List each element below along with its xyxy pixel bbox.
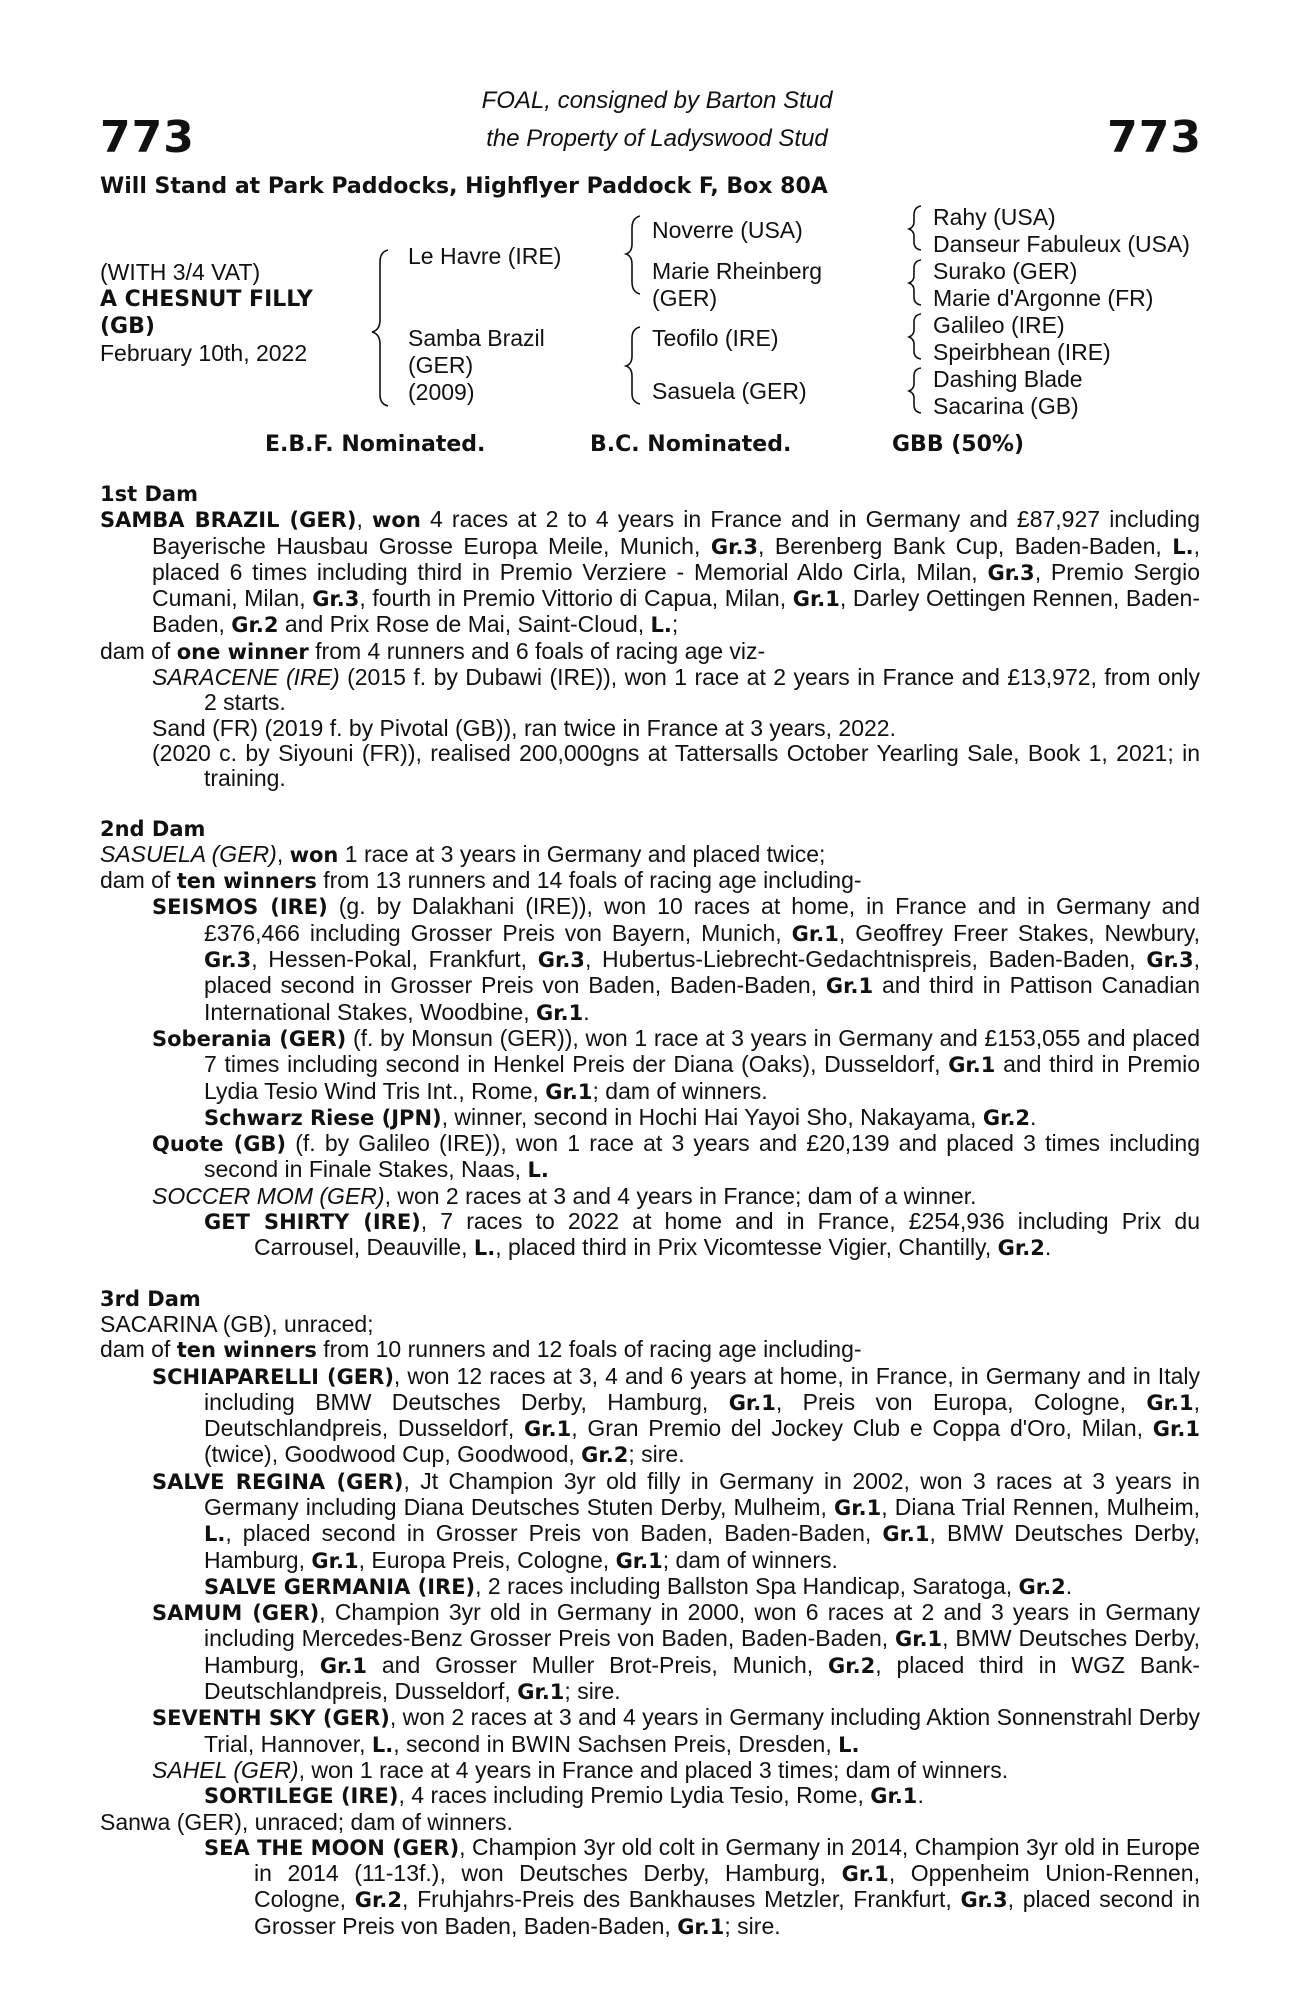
lot-number-right: 773: [1107, 112, 1202, 163]
first-dam-name: SAMBA BRAZIL (GER): [100, 508, 357, 533]
second-dam-name: SASUELA (GER): [100, 840, 277, 867]
won-word: won: [372, 508, 421, 533]
third-dam-produce-summary: dam of ten winners from 10 runners and 12 foals of racing age including-: [100, 1336, 862, 1363]
produce-quote: Quote (GB) (f. by Galileo (IRE)), won 1 race at 3 years and £20,139 and placed 3 times including second in Finale Stakes, Naas, L.: [152, 1130, 1200, 1183]
produce-samum: SAMUM (GER), Champion 3yr old in Germany in 2000, won 6 races at 2 and 3 years in Germany including Mercedes-Benz Grosser Preis von Baden, Baden-Baden, Gr.1, BMW Deutsches Derby, Hamburg, Gr.1 and Grosser Muller Brot-Preis, Munich, Gr.2, placed third in WGZ Bank-Deutschlandpreis, Dusseldorf, Gr.1; sire.: [152, 1599, 1201, 1705]
dam-dam: Sasuela (GER): [652, 378, 807, 404]
produce-sahel: SAHEL (GER), won 1 race at 4 years in France and placed 3 times; dam of winners.: [152, 1756, 1009, 1783]
produce-schiaparelli: SCHIAPARELLI (GER), won 12 races at 3, 4 and 6 years at home, in France, in Germany and in Italy including BMW Deutsches Derby, Hamburg, Gr.1, Preis von Europa, Cologne, Gr.1, Deutschlandpreis, Dusseldorf, Gr.1, Gran Premio del Jockey Club e Coppa d'Oro, Milan, Gr.1 (twice), Goodwood Cup, Goodwood, Gr.2; sire.: [152, 1362, 1200, 1468]
produce-soccer-mom: SOCCER MOM (GER), won 2 races at 3 and 4 years in France; dam of a winner.: [152, 1182, 977, 1209]
produce-salve-germania: SALVE GERMANIA (IRE), 2 races including Ballston Spa Handicap, Saratoga, Gr.2.: [204, 1572, 1073, 1599]
dam-country: (GER): [408, 352, 474, 378]
produce-sea-the-moon: SEA THE MOON (GER), Champion 3yr old colt in Germany in 2014, Champion 3yr old in Europe in 2014 (11-13f.), won Deutsches Derby, Hamburg, Gr.1, Oppenheim Union-Rennen, Cologne, Gr.2, Fruhjahrs-Preis des Bankhauses Metzler, Frankfurt, Gr.3, placed second in Grosser Preis von Baden, Baden-Baden, Gr.1; sire.: [204, 1833, 1200, 1939]
dam-name: Samba Brazil: [408, 325, 545, 351]
brace-g3: [909, 314, 921, 359]
ebf-nomination: E.B.F. Nominated.: [265, 432, 486, 457]
gbb-rating: GBB (50%): [892, 432, 1025, 457]
second-dam-record: SASUELA (GER), won 1 race at 3 years in Germany and placed twice;: [100, 840, 826, 867]
sire: Le Havre (IRE): [408, 243, 562, 269]
produce-schwarz-riese: Schwarz Riese (JPN), winner, second in Hochi Hai Yayoi Sho, Nakayama, Gr.2.: [204, 1103, 1037, 1130]
ancestor-1: Rahy (USA): [933, 204, 1056, 230]
produce-soberania: Soberania (GER) (f. by Monsun (GER)), won 1 race at 3 years in Germany and £153,055 and placed 7 times including second in Henkel Preis der Diana (Oaks), Dusseldorf, Gr.1 and third in Premio Lydia Tesio Wind Tris Int., Rome, Gr.1; dam of winners.: [152, 1024, 1201, 1104]
brace-dam: [626, 327, 640, 404]
first-dam-record: SAMBA BRAZIL (GER), won 4 races at 2 to 4 years in France and in Germany and £87,927 including Bayerische Hausbau Grosse Europa Meile, Munich, Gr.3, Berenberg Bank Cup, Baden-Baden, L., placed 6 times including third in Premio Verziere - Memorial Aldo Cirla, Milan, Gr.3, Premio Sergio Cumani, Milan, Gr.3, fourth in Premio Vittorio di Capua, Milan, Gr.1, Darley Oettingen Rennen, Baden-Baden, Gr.2 and Prix Rose de Mai, Saint-Cloud, L.;: [100, 506, 1200, 638]
produce-saracene: SARACENE (IRE) (2015 f. by Dubawi (IRE)), won 1 race at 2 years in France and £13,972, from only 2 starts.: [152, 664, 1200, 716]
third-dam-heading: 3rd Dam: [100, 1286, 201, 1311]
ancestor-7: Dashing Blade: [933, 366, 1083, 392]
foaling-date: February 10th, 2022: [100, 340, 308, 366]
first-dam-produce-summary: dam of one winner from 4 runners and 6 foals of racing age viz-: [100, 637, 766, 664]
brace-sire: [626, 216, 640, 294]
ancestor-5: Galileo (IRE): [933, 312, 1065, 338]
race-record: [100, 482, 1200, 1940]
third-dam-record: SACARINA (GB), unraced;: [100, 1310, 374, 1337]
second-dam-produce-summary: dam of ten winners from 13 runners and 14 foals of racing age including-: [100, 867, 862, 894]
produce-seismos: SEISMOS (IRE) (g. by Dalakhani (IRE)), won 10 races at home, in France and in Germany and £376,466 including Grosser Preis von Bayern, Munich, Gr.1, Geoffrey Freer Stakes, Newbury, Gr.3, Hessen-Pokal, Frankfurt, Gr.3, Hubertus-Liebrecht-Gedachtnispreis, Baden-Baden, Gr.3, placed second in Grosser Preis von Baden, Baden-Baden, Gr.1 and third in Pattison Canadian International Stakes, Woodbine, Gr.1.: [152, 893, 1200, 1025]
ancestor-3: Surako (GER): [933, 258, 1078, 284]
brace-g4: [909, 368, 921, 413]
bc-nomination: B.C. Nominated.: [590, 432, 792, 457]
produce-get-shirty: GET SHIRTY (IRE), 7 races to 2022 at home and in France, £254,936 including Prix du Carrousel, Deauville, L., placed third in Prix Vicomtesse Vigier, Chantilly, Gr.2.: [204, 1208, 1201, 1261]
ancestor-6: Speirbhean (IRE): [933, 339, 1111, 365]
sire-dam-name: Marie Rheinberg: [652, 258, 823, 284]
produce-sand: Sand (FR) (2019 f. by Pivotal (GB)), ran twice in France at 3 years, 2022.: [152, 714, 896, 741]
dam-year: (2009): [408, 379, 475, 405]
consignment-line-1: FOAL, consigned by Barton Stud: [481, 87, 833, 114]
produce-2020-colt: (2020 c. by Siyouni (FR)), realised 200,000gns at Tattersalls October Yearling Sale, Book 1, 2021; in training.: [152, 739, 1200, 792]
brace-g1: [909, 206, 921, 250]
lot-name-line-1: A CHESNUT FILLY: [100, 287, 313, 312]
vat-note: (WITH 3/4 VAT): [100, 259, 261, 285]
stand-location: Will Stand at Park Paddocks, Highflyer Paddock F, Box 80A: [100, 174, 828, 199]
first-dam-heading: 1st Dam: [100, 482, 198, 506]
produce-seventh-sky: SEVENTH SKY (GER), won 2 races at 3 and 4 years in Germany including Aktion Sonnenstrahl Derby Trial, Hannover, L., second in BWIN Sachsen Preis, Dresden, L.: [152, 1704, 1200, 1757]
ancestor-2: Danseur Fabuleux (USA): [933, 231, 1190, 257]
dam-sire: Teofilo (IRE): [652, 325, 779, 351]
produce-sanwa: Sanwa (GER), unraced; dam of winners.: [100, 1808, 513, 1835]
consignment-line-2: the Property of Ladyswood Stud: [486, 125, 828, 152]
pedigree-braces: [0, 0, 1314, 460]
lot-number-left: 773: [100, 112, 195, 163]
brace-g2: [909, 260, 921, 305]
second-dam-heading: 2nd Dam: [100, 816, 206, 841]
produce-salve-regina: SALVE REGINA (GER), Jt Champion 3yr old filly in Germany in 2002, won 3 races at 3 years in Germany including Diana Deutsches Stuten Derby, Mulheim, Gr.1, Diana Trial Rennen, Mulheim, L., placed second in Grosser Preis von Baden, Baden-Baden, Gr.1, BMW Deutsches Derby, Hamburg, Gr.1, Europa Preis, Cologne, Gr.1; dam of winners.: [152, 1467, 1200, 1573]
produce-sortilege: SORTILEGE (IRE), 4 races including Premio Lydia Tesio, Rome, Gr.1.: [204, 1782, 924, 1809]
ancestor-8: Sacarina (GB): [933, 393, 1079, 419]
sire-sire: Noverre (USA): [652, 217, 803, 243]
ancestor-4: Marie d'Argonne (FR): [933, 285, 1154, 311]
brace-main: [372, 250, 388, 406]
sire-dam-country: (GER): [652, 285, 718, 311]
lot-name-line-2: (GB): [100, 314, 155, 339]
